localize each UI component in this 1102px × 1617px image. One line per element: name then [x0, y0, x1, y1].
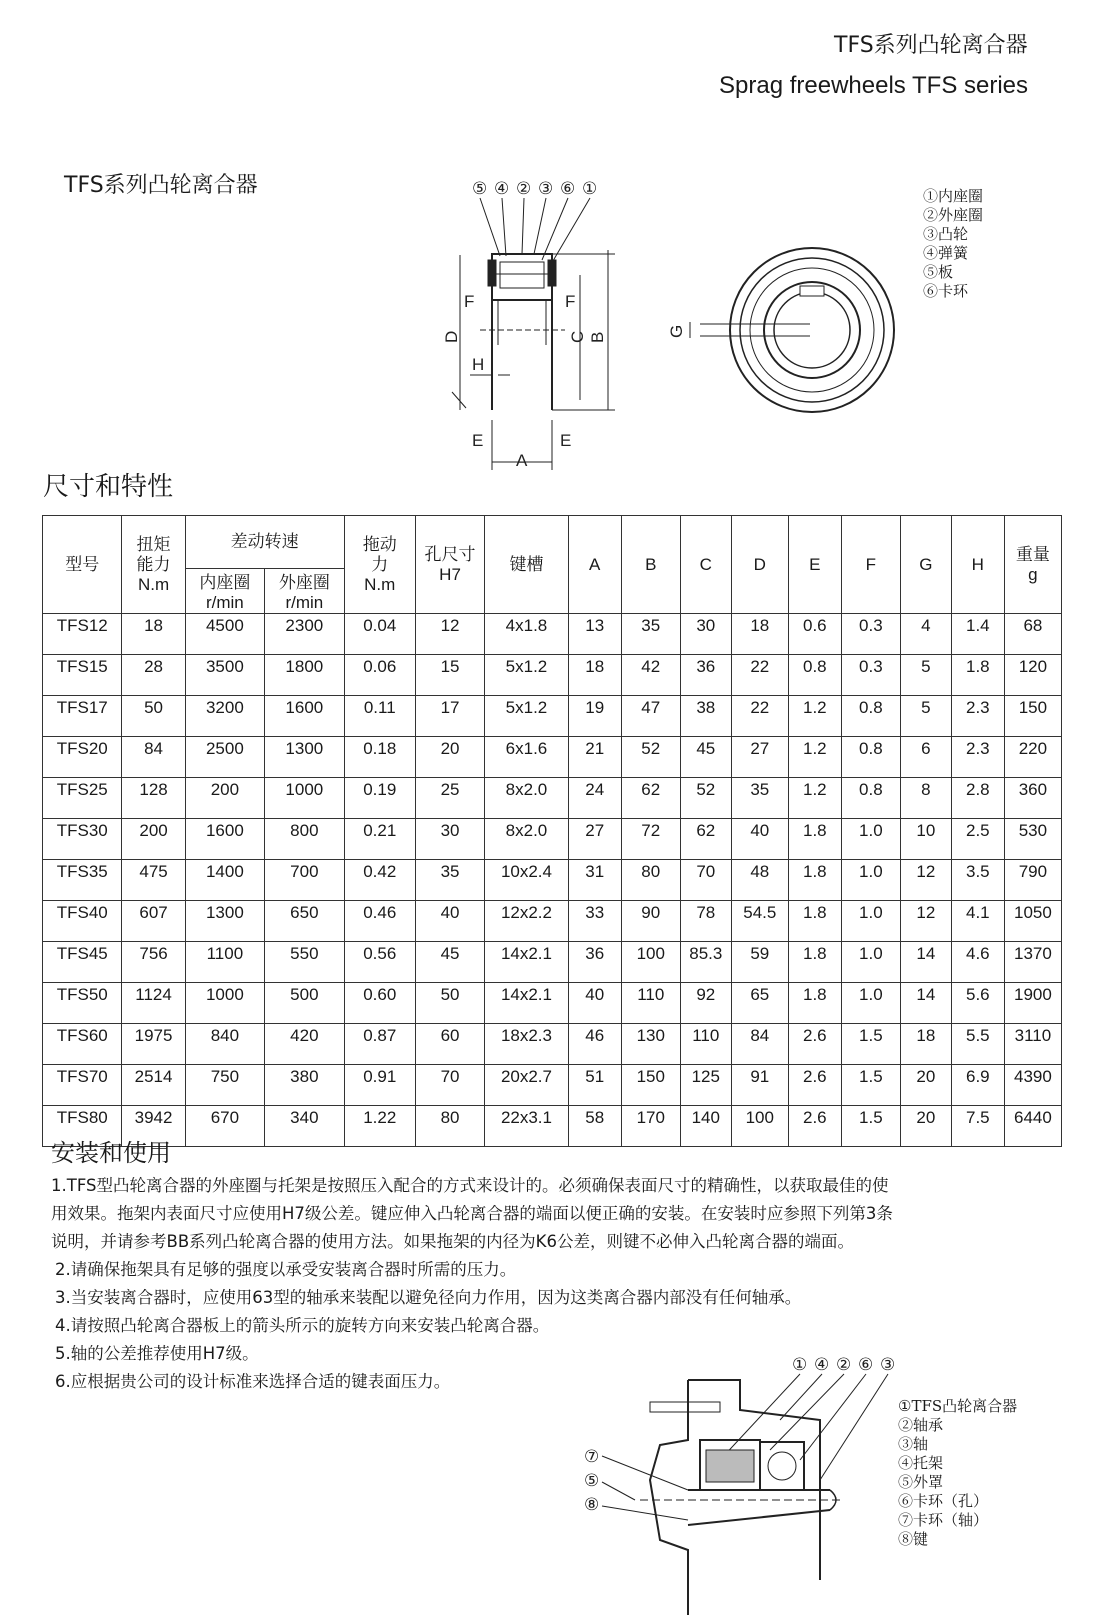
table-cell: 22x3.1	[485, 1106, 569, 1147]
table-cell: 1.5	[841, 1106, 900, 1147]
table-cell: 25	[415, 778, 484, 819]
table-cell: 42	[621, 655, 680, 696]
callout-8: ⑧	[584, 1495, 600, 1515]
table-cell: 1.8	[951, 655, 1004, 696]
col-e: E	[788, 516, 841, 614]
table-cell: 13	[568, 614, 621, 655]
table-cell: 27	[731, 737, 788, 778]
table-cell: 1975	[122, 1024, 185, 1065]
install-item-3: 3.当安装离合器时，应使用63型的轴承来装配以避免径向力作用，因为这类离合器内部没有任何轴承。	[55, 1288, 802, 1307]
table-cell: 6x1.6	[485, 737, 569, 778]
table-cell: 1000	[265, 778, 344, 819]
table-cell: 19	[568, 696, 621, 737]
callout-7: ⑦	[584, 1447, 600, 1467]
col-outer-speed: 外座圈 r/min	[265, 569, 344, 614]
table-cell: 18	[568, 655, 621, 696]
table-row	[43, 614, 1062, 655]
table-cell: TFS35	[43, 860, 122, 901]
header-title-cn: TFS系列凸轮离合器	[834, 33, 1028, 58]
table-cell: 2.6	[788, 1024, 841, 1065]
table-cell: 12x2.2	[485, 901, 569, 942]
table-cell: 10x2.4	[485, 860, 569, 901]
table-cell: 1.22	[344, 1106, 415, 1147]
table-cell: 54.5	[731, 901, 788, 942]
table-cell: 128	[122, 778, 185, 819]
table-cell: 1124	[122, 983, 185, 1024]
table-cell: 38	[680, 696, 731, 737]
table-cell: 360	[1004, 778, 1061, 819]
legend-item: ⑥卡环	[923, 282, 969, 300]
legend-item: ①TFS凸轮离合器	[898, 1397, 1018, 1415]
table-cell: 2.3	[951, 737, 1004, 778]
callout-6: ⑥	[560, 179, 576, 199]
table-cell: 20	[900, 1106, 951, 1147]
col-g: G	[900, 516, 951, 614]
callout-2: ②	[516, 179, 532, 199]
table-cell: 4	[900, 614, 951, 655]
table-cell: 84	[122, 737, 185, 778]
table-cell: 2.6	[788, 1065, 841, 1106]
label-f-right: F	[565, 292, 576, 311]
table-cell: 0.6	[788, 614, 841, 655]
table-row	[43, 983, 1062, 1024]
table-cell: 8x2.0	[485, 819, 569, 860]
install-item-6: 6.应根据贵公司的设计标准来选择合适的键表面压力。	[55, 1372, 451, 1391]
table-cell: 45	[415, 942, 484, 983]
col-f: F	[841, 516, 900, 614]
table-cell: 15	[415, 655, 484, 696]
table-cell: 0.06	[344, 655, 415, 696]
table-cell: 40	[731, 819, 788, 860]
table-cell: 0.04	[344, 614, 415, 655]
table-cell: 1.0	[841, 860, 900, 901]
parts-legend	[923, 187, 983, 301]
table-cell: 7.5	[951, 1106, 1004, 1147]
table-cell: 0.91	[344, 1065, 415, 1106]
table-cell: 92	[680, 983, 731, 1024]
col-speed: 差动转速	[185, 516, 344, 569]
table-cell: 750	[185, 1065, 264, 1106]
table-cell: 2514	[122, 1065, 185, 1106]
table-cell: 12	[900, 860, 951, 901]
table-cell: 150	[1004, 696, 1061, 737]
table-cell: 22	[731, 696, 788, 737]
table-cell: 1900	[1004, 983, 1061, 1024]
table-cell: TFS30	[43, 819, 122, 860]
table-cell: TFS70	[43, 1065, 122, 1106]
table-cell: 475	[122, 860, 185, 901]
table-cell: 65	[731, 983, 788, 1024]
table-cell: 0.11	[344, 696, 415, 737]
table-cell: 100	[731, 1106, 788, 1147]
table-cell: 1.5	[841, 1065, 900, 1106]
table-cell: TFS12	[43, 614, 122, 655]
label-e-left: E	[472, 431, 484, 450]
table-cell: 1.2	[788, 778, 841, 819]
col-torque: 扭矩 能力 N.m	[122, 516, 185, 614]
table-cell: TFS50	[43, 983, 122, 1024]
table-cell: 47	[621, 696, 680, 737]
table-cell: 20	[415, 737, 484, 778]
table-cell: 12	[900, 901, 951, 942]
table-cell: 80	[415, 1106, 484, 1147]
table-cell: 220	[1004, 737, 1061, 778]
label-b: B	[588, 331, 607, 343]
install-item-1: 1.TFS型凸轮离合器的外座圈与托架是按照压入配合的方式来设计的。必须确保表面尺寸的精确性，以获取最佳的使 用效果。拖架内表面尺寸应使用H7级公差。键应伸入凸轮离合器的端面以便正确的安装。在安装时应参照下列第3条 说明，并请参考BB系列凸轮离合器的使用方法。如果拖架的内径为K6公差，则键不必伸入凸轮离合器的端面。	[51, 1176, 893, 1251]
table-cell: 790	[1004, 860, 1061, 901]
table-cell: 33	[568, 901, 621, 942]
label-f-left: F	[464, 292, 475, 311]
table-cell: 28	[122, 655, 185, 696]
table-cell: 14	[900, 942, 951, 983]
install-item-5: 5.轴的公差推荐使用H7级。	[55, 1344, 259, 1363]
col-c: C	[680, 516, 731, 614]
label-g: G	[667, 324, 686, 338]
callout-1: ①	[792, 1355, 808, 1375]
table-row	[43, 942, 1062, 983]
table-row	[43, 1106, 1062, 1147]
legend-item: ⑤板	[923, 263, 954, 281]
table-cell: 2.6	[788, 1106, 841, 1147]
table-cell: TFS40	[43, 901, 122, 942]
table-row	[43, 778, 1062, 819]
table-cell: 14	[900, 983, 951, 1024]
table-cell: 62	[621, 778, 680, 819]
header-title-en: Sprag freewheels TFS series	[719, 72, 1029, 99]
table-cell: 1.0	[841, 901, 900, 942]
table-cell: 1400	[185, 860, 264, 901]
table-cell: 1600	[265, 696, 344, 737]
table-cell: 20	[900, 1065, 951, 1106]
table-cell: 1600	[185, 819, 264, 860]
callout-1: ①	[582, 179, 598, 199]
table-cell: 420	[265, 1024, 344, 1065]
legend-item: ④托架	[898, 1454, 944, 1472]
table-cell: 700	[265, 860, 344, 901]
table-cell: 530	[1004, 819, 1061, 860]
table-cell: 1100	[185, 942, 264, 983]
installation-assembly-diagram	[580, 1350, 900, 1615]
table-row	[43, 819, 1062, 860]
table-cell: 3200	[185, 696, 264, 737]
table-cell: 5.6	[951, 983, 1004, 1024]
table-cell: 840	[185, 1024, 264, 1065]
table-cell: 62	[680, 819, 731, 860]
table-cell: 8	[900, 778, 951, 819]
table-cell: 2.5	[951, 819, 1004, 860]
table-cell: 0.87	[344, 1024, 415, 1065]
legend-item: ⑦卡环（轴）	[898, 1511, 989, 1529]
table-cell: 1.0	[841, 983, 900, 1024]
legend-item: ⑧键	[898, 1530, 929, 1548]
table-cell: 50	[122, 696, 185, 737]
table-cell: 550	[265, 942, 344, 983]
table-cell: 20x2.7	[485, 1065, 569, 1106]
table-row	[43, 860, 1062, 901]
table-cell: 1.8	[788, 819, 841, 860]
table-cell: 1.8	[788, 983, 841, 1024]
install-item-4: 4.请按照凸轮离合器板上的箭头所示的旋转方向来安装凸轮离合器。	[55, 1316, 550, 1335]
table-cell: 2500	[185, 737, 264, 778]
table-cell: 4.1	[951, 901, 1004, 942]
legend-item: ①内座圈	[923, 187, 984, 205]
table-cell: 6440	[1004, 1106, 1061, 1147]
table-cell: 1.0	[841, 942, 900, 983]
table-cell: TFS20	[43, 737, 122, 778]
table-cell: 50	[415, 983, 484, 1024]
table-cell: 6.9	[951, 1065, 1004, 1106]
legend-item: ③凸轮	[923, 225, 969, 243]
col-drag: 拖动 力 N.m	[344, 516, 415, 614]
table-row	[43, 655, 1062, 696]
table-cell: 5	[900, 696, 951, 737]
table-cell: 45	[680, 737, 731, 778]
callout-3: ③	[538, 179, 554, 199]
table-cell: 5x1.2	[485, 696, 569, 737]
install-item-2: 2.请确保拖架具有足够的强度以承受安装离合器时所需的压力。	[55, 1260, 517, 1279]
table-cell: 18	[122, 614, 185, 655]
table-cell: 1.0	[841, 819, 900, 860]
table-cell: 10	[900, 819, 951, 860]
table-cell: 4.6	[951, 942, 1004, 983]
callout-2: ②	[836, 1355, 852, 1375]
table-cell: 36	[568, 942, 621, 983]
table-cell: 80	[621, 860, 680, 901]
table-cell: 18x2.3	[485, 1024, 569, 1065]
table-cell: 6	[900, 737, 951, 778]
table-cell: TFS45	[43, 942, 122, 983]
table-cell: 51	[568, 1065, 621, 1106]
table-cell: 0.8	[788, 655, 841, 696]
install-title: 安装和使用	[51, 1139, 171, 1167]
table-row	[43, 901, 1062, 942]
table-cell: 2.3	[951, 696, 1004, 737]
table-cell: TFS80	[43, 1106, 122, 1147]
label-c: C	[568, 330, 587, 343]
table-cell: 18	[900, 1024, 951, 1065]
table-cell: 72	[621, 819, 680, 860]
table-cell: 1.8	[788, 860, 841, 901]
table-cell: 12	[415, 614, 484, 655]
callout-3: ③	[880, 1355, 896, 1375]
table-cell: 40	[415, 901, 484, 942]
table-cell: 500	[265, 983, 344, 1024]
table-cell: 14x2.1	[485, 942, 569, 983]
table-cell: 756	[122, 942, 185, 983]
table-cell: 18	[731, 614, 788, 655]
col-h: H	[951, 516, 1004, 614]
table-cell: 0.60	[344, 983, 415, 1024]
table-cell: 30	[680, 614, 731, 655]
table-cell: 0.3	[841, 655, 900, 696]
table-cell: 0.19	[344, 778, 415, 819]
table-cell: 30	[415, 819, 484, 860]
table-cell: 1800	[265, 655, 344, 696]
table-cell: 1.2	[788, 696, 841, 737]
table-cell: 0.8	[841, 778, 900, 819]
table-cell: 0.8	[841, 737, 900, 778]
table-cell: 17	[415, 696, 484, 737]
table-cell: 4x1.8	[485, 614, 569, 655]
table-cell: 0.3	[841, 614, 900, 655]
label-d: D	[442, 330, 461, 343]
table-cell: 78	[680, 901, 731, 942]
table-cell: 800	[265, 819, 344, 860]
table-cell: 200	[185, 778, 264, 819]
table-cell: 1300	[265, 737, 344, 778]
table-cell: 84	[731, 1024, 788, 1065]
table-cell: 52	[680, 778, 731, 819]
callout-5: ⑤	[472, 179, 488, 199]
legend-item: ③轴	[898, 1435, 929, 1453]
table-cell: 60	[415, 1024, 484, 1065]
table-cell: 35	[415, 860, 484, 901]
table-cell: 70	[415, 1065, 484, 1106]
table-cell: 1.4	[951, 614, 1004, 655]
table-cell: 3942	[122, 1106, 185, 1147]
table-cell: 0.8	[841, 696, 900, 737]
table-cell: 21	[568, 737, 621, 778]
callout-4: ④	[494, 179, 510, 199]
spec-table	[42, 515, 1062, 1147]
table-cell: 5x1.2	[485, 655, 569, 696]
table-cell: 607	[122, 901, 185, 942]
table-cell: 4500	[185, 614, 264, 655]
table-cell: 1370	[1004, 942, 1061, 983]
table-cell: 5	[900, 655, 951, 696]
table-cell: TFS60	[43, 1024, 122, 1065]
table-cell: 70	[680, 860, 731, 901]
table-cell: 27	[568, 819, 621, 860]
dims-title: 尺寸和特性	[43, 472, 174, 502]
table-cell: TFS17	[43, 696, 122, 737]
table-cell: 3110	[1004, 1024, 1061, 1065]
table-cell: TFS15	[43, 655, 122, 696]
col-model: 型号	[43, 516, 122, 614]
table-cell: 59	[731, 942, 788, 983]
table-cell: 0.21	[344, 819, 415, 860]
table-cell: 120	[1004, 655, 1061, 696]
legend-item: ②外座圈	[923, 206, 984, 224]
table-cell: 1300	[185, 901, 264, 942]
col-weight: 重量 g	[1004, 516, 1061, 614]
table-cell: 0.42	[344, 860, 415, 901]
table-cell: 1.2	[788, 737, 841, 778]
table-row	[43, 1024, 1062, 1065]
table-cell: 4390	[1004, 1065, 1061, 1106]
callout-6: ⑥	[858, 1355, 874, 1375]
table-cell: 68	[1004, 614, 1061, 655]
table-cell: 2.8	[951, 778, 1004, 819]
table-cell: 0.18	[344, 737, 415, 778]
table-cell: 0.46	[344, 901, 415, 942]
table-cell: 36	[680, 655, 731, 696]
table-cell: 110	[621, 983, 680, 1024]
legend-item: ②轴承	[898, 1416, 944, 1434]
table-cell: 5.5	[951, 1024, 1004, 1065]
table-cell: 8x2.0	[485, 778, 569, 819]
callout-5: ⑤	[584, 1471, 600, 1491]
table-cell: 31	[568, 860, 621, 901]
table-cell: 35	[621, 614, 680, 655]
table-cell: 650	[265, 901, 344, 942]
table-cell: 130	[621, 1024, 680, 1065]
table-cell: 3500	[185, 655, 264, 696]
section-title: TFS系列凸轮离合器	[64, 173, 258, 198]
table-cell: 380	[265, 1065, 344, 1106]
table-cell: 110	[680, 1024, 731, 1065]
legend-item: ⑤外罩	[898, 1473, 944, 1491]
table-cell: 1.8	[788, 901, 841, 942]
legend-item: ⑥卡环（孔）	[898, 1492, 989, 1510]
label-a: A	[516, 451, 528, 470]
col-a: A	[568, 516, 621, 614]
col-b: B	[621, 516, 680, 614]
callout-4: ④	[814, 1355, 830, 1375]
col-inner-speed: 内座圈 r/min	[185, 569, 264, 614]
table-cell: 1050	[1004, 901, 1061, 942]
table-cell: 200	[122, 819, 185, 860]
table-cell: 0.56	[344, 942, 415, 983]
table-cell: 2300	[265, 614, 344, 655]
table-cell: 24	[568, 778, 621, 819]
table-cell: 150	[621, 1065, 680, 1106]
table-cell: 1.8	[788, 942, 841, 983]
table-cell: 85.3	[680, 942, 731, 983]
assembly-legend	[898, 1397, 1017, 1549]
table-cell: 48	[731, 860, 788, 901]
table-cell: 91	[731, 1065, 788, 1106]
table-cell: 52	[621, 737, 680, 778]
table-cell: 90	[621, 901, 680, 942]
table-cell: 1000	[185, 983, 264, 1024]
label-e-right: E	[560, 431, 572, 450]
table-cell: 170	[621, 1106, 680, 1147]
table-cell: 3.5	[951, 860, 1004, 901]
table-row	[43, 1065, 1062, 1106]
table-cell: 46	[568, 1024, 621, 1065]
table-cell: 340	[265, 1106, 344, 1147]
table-row	[43, 696, 1062, 737]
label-h: H	[472, 355, 485, 374]
table-cell: 22	[731, 655, 788, 696]
table-cell: 35	[731, 778, 788, 819]
table-cell: 1.5	[841, 1024, 900, 1065]
clutch-front-view-diagram	[660, 230, 900, 430]
table-cell: 140	[680, 1106, 731, 1147]
table-cell: 58	[568, 1106, 621, 1147]
col-bore: 孔尺寸 H7	[415, 516, 484, 614]
table-row	[43, 737, 1062, 778]
col-d: D	[731, 516, 788, 614]
table-cell: 40	[568, 983, 621, 1024]
col-keyway: 键槽	[485, 516, 569, 614]
table-cell: TFS25	[43, 778, 122, 819]
table-cell: 670	[185, 1106, 264, 1147]
table-cell: 14x2.1	[485, 983, 569, 1024]
legend-item: ④弹簧	[923, 244, 969, 262]
table-cell: 125	[680, 1065, 731, 1106]
table-cell: 100	[621, 942, 680, 983]
